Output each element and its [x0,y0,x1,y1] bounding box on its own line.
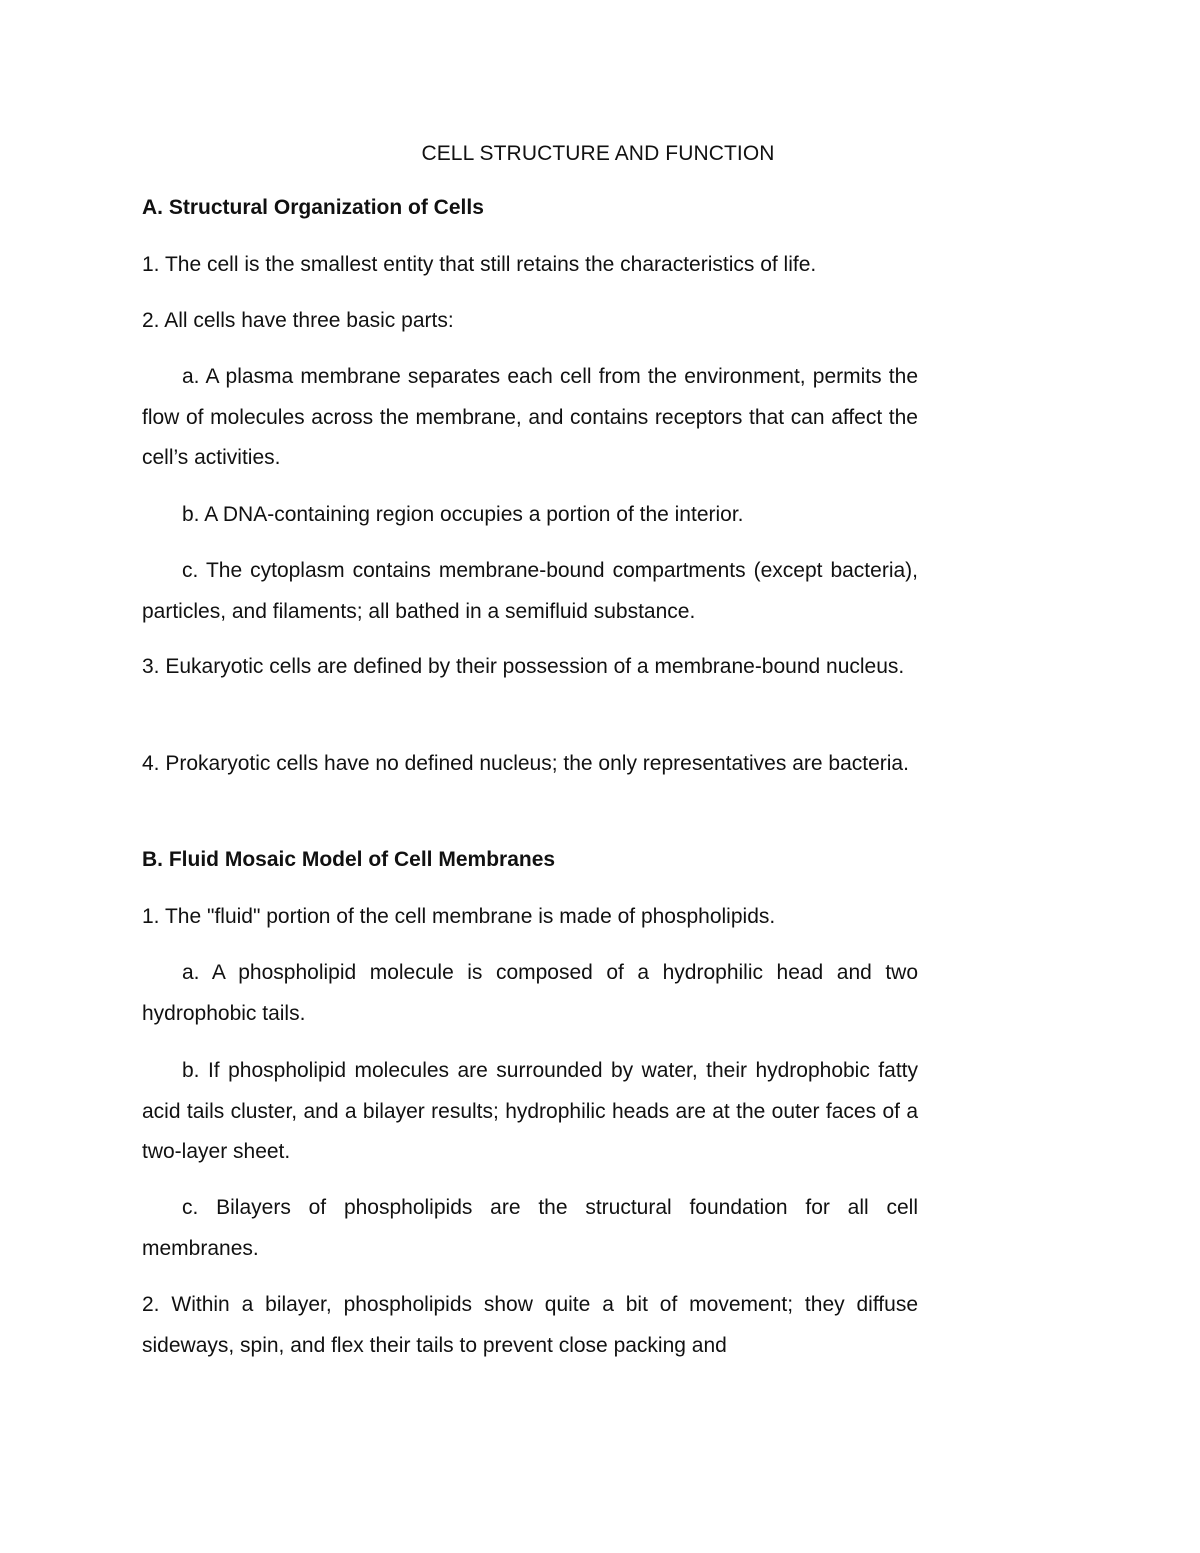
section-a-item-2: 2. All cells have three basic parts: [142,309,454,332]
document-title-text: CELL STRUCTURE AND FUNCTION [421,142,775,165]
section-a-heading: A. Structural Organization of Cells [142,196,484,219]
section-b-item-1: 1. The "fluid" portion of the cell membrane is made of phospholipids. [142,905,776,928]
section-a-item-2a: a. A plasma membrane separates each cell from the environment, permits the flow of molecules across the membrane, and contains receptors that can affect the cell’s activities. [142,365,918,469]
section-b-heading: B. Fluid Mosaic Model of Cell Membranes [142,848,556,871]
section-a-item-2b: b. A DNA-containing region occupies a portion of the interior. [182,503,744,526]
section-b-item-1c: c. Bilayers of phospholipids are the structural foundation for all cell membranes. [142,1196,918,1260]
section-a-item-2c: c. The cytoplasm contains membrane-bound compartments (except bacteria), particles, and filaments; all bathed in a semifluid substance. [142,559,918,623]
document-page [142,0,918,1553]
section-b-item-1b: b. If phospholipid molecules are surrounded by water, their hydrophobic fatty acid tails cluster, and a bilayer results; hydrophilic heads are at the outer faces of a two-layer sheet. [142,1059,918,1163]
section-a-item-3: 3. Eukaryotic cells are defined by their possession of a membrane-bound nucleus. [142,655,905,678]
section-b-item-2: 2. Within a bilayer, phospholipids show quite a bit of movement; they diffuse sideways, spin, and flex their tails to prevent close packing and [142,1293,918,1357]
section-b-item-1a: a. A phospholipid molecule is composed of a hydrophilic head and two hydrophobic tails. [142,961,918,1025]
section-a-item-1: 1. The cell is the smallest entity that still retains the characteristics of life. [142,253,817,276]
document-title [0,142,912,166]
section-a-item-4: 4. Prokaryotic cells have no defined nucleus; the only representatives are bacteria. [142,752,909,775]
